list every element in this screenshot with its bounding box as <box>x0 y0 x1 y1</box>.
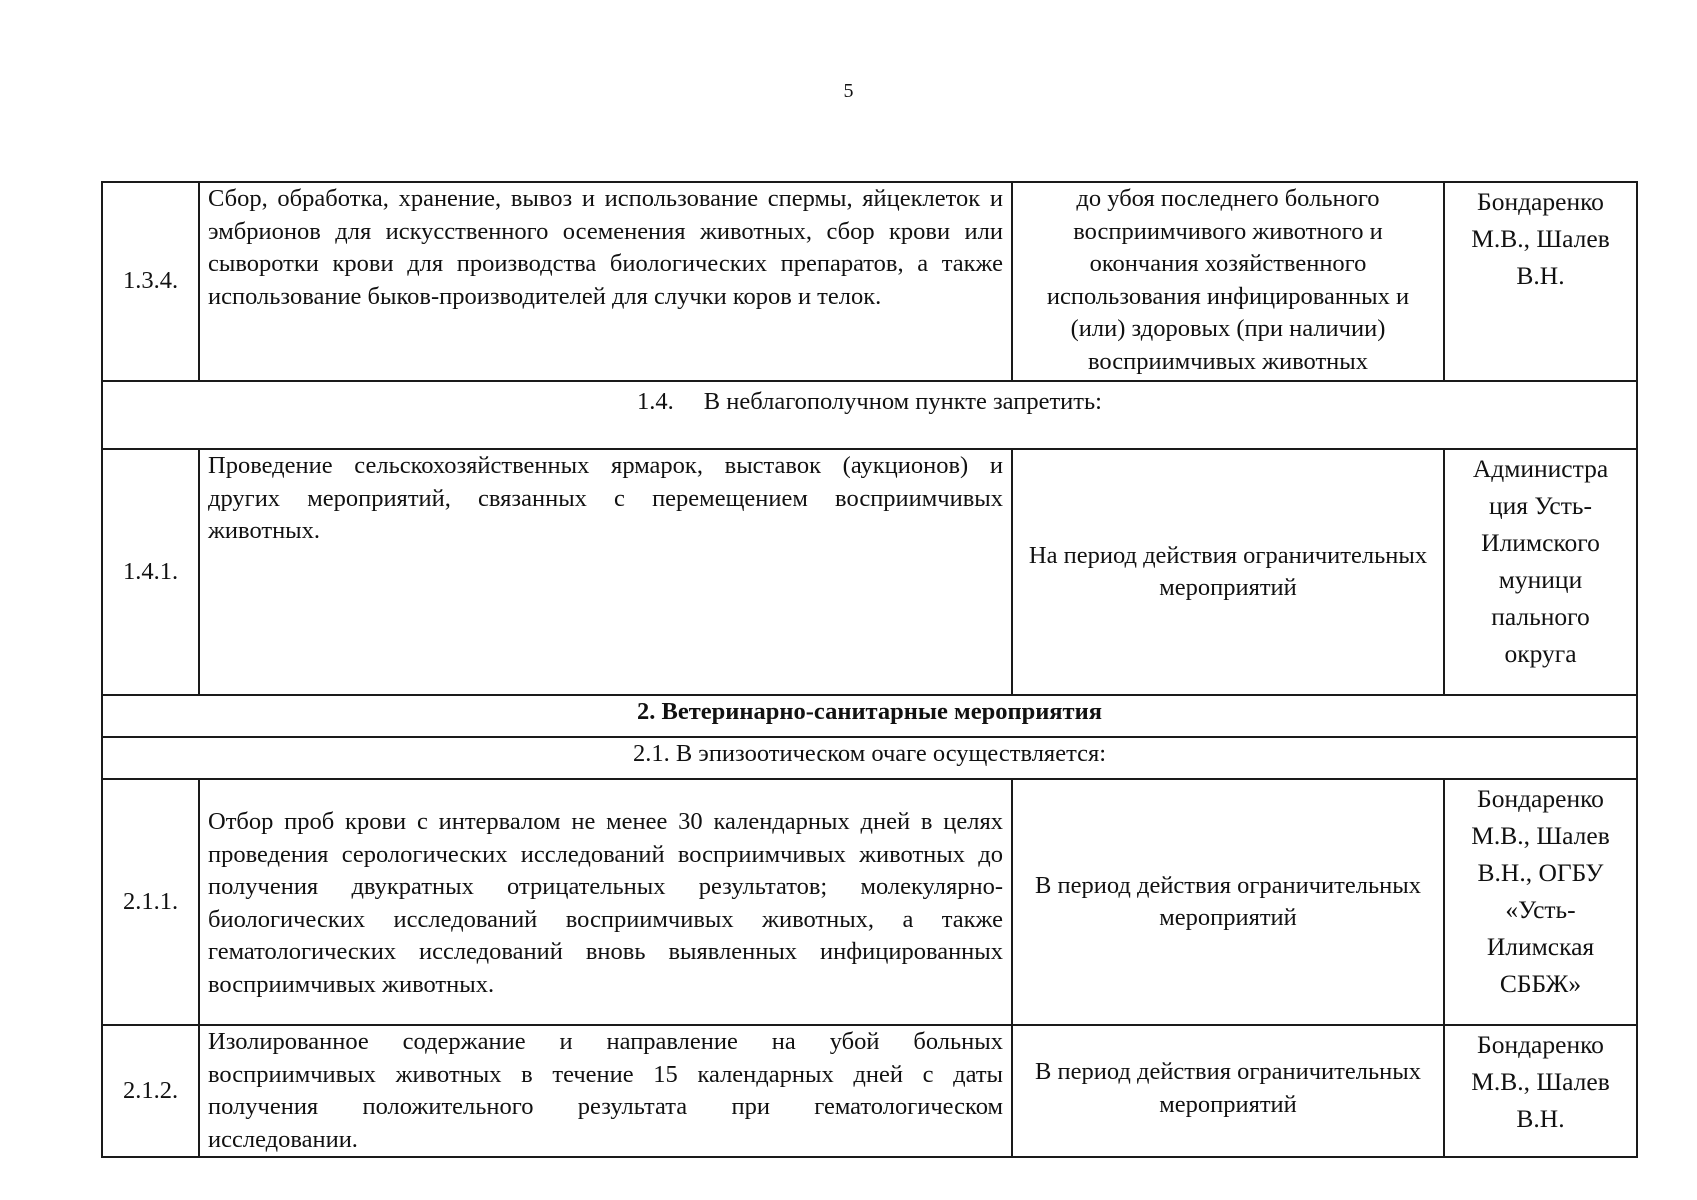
row-number-cell: 1.3.4. <box>102 182 199 381</box>
measure-description-cell: Проведение сельскохозяйственных ярмарок, выставок (аукционов) и других мероприятий, связанных с перемещением восприимчивых животных. <box>199 449 1012 695</box>
chapter-row <box>102 695 1637 737</box>
measure-description-cell <box>199 779 1012 1025</box>
term-cell <box>1012 1025 1444 1157</box>
page-number: 5 <box>843 80 854 102</box>
measure-description-cell: Сбор, обработка, хранение, вывоз и использование спермы, яйцеклеток и эмбрионов для искусственного осеменения животных, сбор крови или сыворотки крови для производства биологических препаратов, а также использование быков-производителей для случки коров и телок. <box>199 182 1012 381</box>
responsible-cell: Бондаренко М.В., Шалев В.Н. <box>1444 182 1637 381</box>
responsible-cell: Бондаренко М.В., Шалев В.Н., ОГБУ «Усть-Илимская СББЖ» <box>1444 779 1637 1025</box>
section-number: 1.4. <box>637 388 674 415</box>
responsible-cell: Бондаренко М.В., Шалев В.Н. <box>1444 1025 1637 1157</box>
measures-table <box>101 181 1638 1158</box>
term-cell: В период действия ограничительных мероприятий <box>1012 779 1444 1025</box>
term-cell: На период действия ограничительных мероприятий <box>1012 449 1444 695</box>
subsection-row <box>102 737 1637 779</box>
section-heading-text: В неблагополучном пункте запретить: <box>703 388 1102 415</box>
row-number-cell: 1.4.1. <box>102 449 199 695</box>
section-heading-cell <box>102 381 1637 449</box>
chapter-heading-cell: 2. Ветеринарно-санитарные мероприятия <box>102 695 1637 737</box>
measure-description-text: Отбор проб крови с интервалом не менее 30 календарных дней в целях проведения серологических исследований восприимчивых животных до получения двукратных отрицательных результатов; молекулярно-биологических исследований восприимчивых животных, а также гематологических исследований вновь выявленных инфицированных восприимчивых животных. <box>208 808 1003 998</box>
term-text: В период действия ограничительных мероприятий <box>1035 1058 1421 1118</box>
row-number-cell: 2.1.1. <box>102 779 199 1025</box>
row-number-cell: 2.1.2. <box>102 1025 199 1157</box>
measure-description-cell: Изолированное содержание и направление на убой больных восприимчивых животных в течение 15 календарных дней с даты получения положительного результата при гематологическом исследовании. <box>199 1025 1012 1157</box>
term-cell: до убоя последнего больного восприимчивого животного и окончания хозяйственного использования инфицированных и (или) здоровых (при наличии) восприимчивых животных <box>1012 182 1444 381</box>
table-row <box>102 182 1637 381</box>
responsible-cell: Администра ция Усть-Илимского муници пального округа <box>1444 449 1637 695</box>
table-row <box>102 779 1637 1025</box>
table-row <box>102 449 1637 695</box>
subsection-heading-cell: 2.1. В эпизоотическом очаге осуществляется: <box>102 737 1637 779</box>
table-row <box>102 1025 1637 1157</box>
section-row <box>102 381 1637 449</box>
